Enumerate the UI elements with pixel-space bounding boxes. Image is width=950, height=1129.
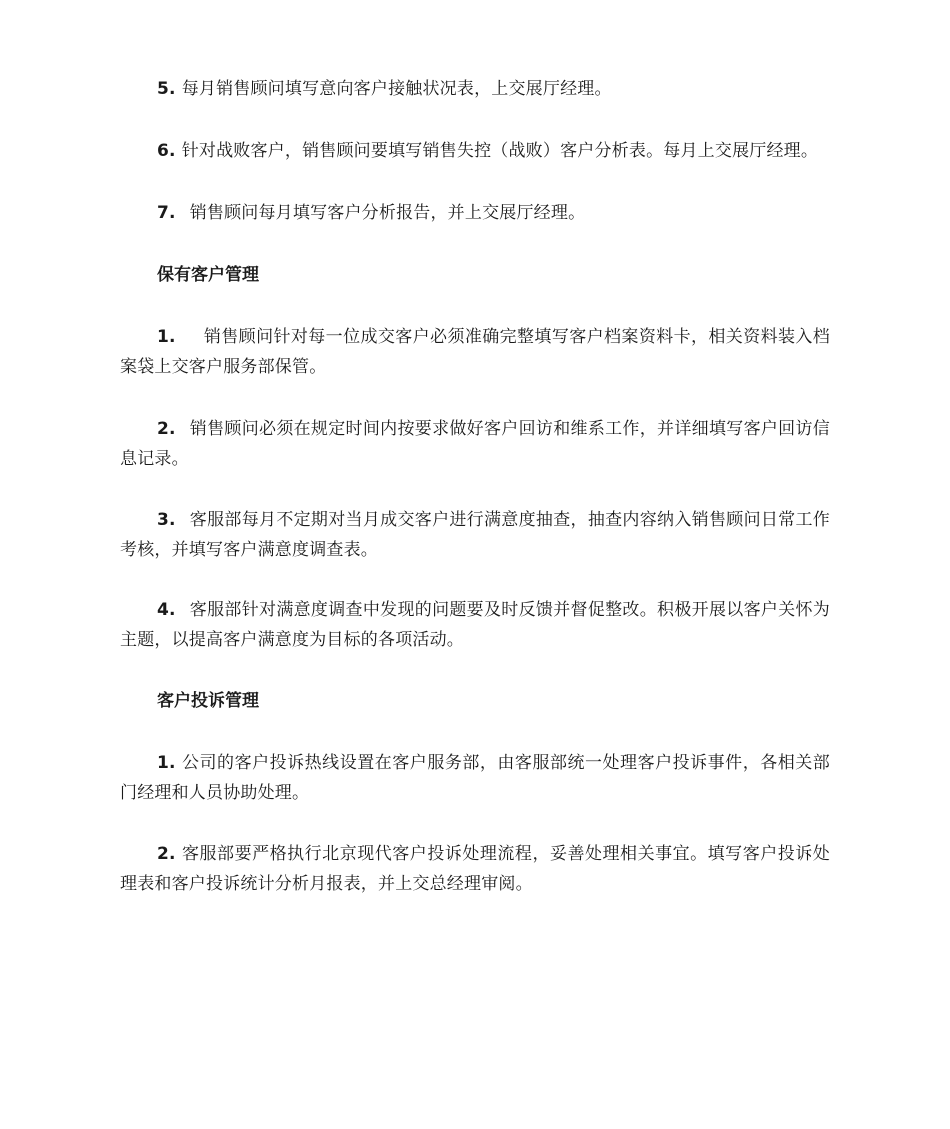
list-item [120, 322, 830, 382]
section-heading: 保有客户管理 [157, 265, 259, 285]
list-item [120, 748, 830, 808]
item-text: 针对战败客户，销售顾问要填写销售失控（战败）客户分析表。每月上交展厅经理。 [181, 141, 819, 161]
list-item [120, 198, 830, 228]
item-number: 7. [157, 203, 176, 223]
item-text: 客服部每月不定期对当月成交客户进行满意度抽查，抽查内容纳入销售顾问日常工作考核，并填写客户满意度调查表。 [120, 510, 830, 560]
list-item [120, 414, 830, 474]
item-number: 1. [157, 327, 176, 347]
list-item [120, 839, 830, 899]
section-heading: 客户投诉管理 [157, 691, 259, 711]
list-item [120, 505, 830, 565]
list-item [120, 136, 830, 166]
item-number: 6. [157, 141, 176, 161]
item-number: 1. [157, 753, 176, 773]
item-text: 销售顾问必须在规定时间内按要求做好客户回访和维系工作，并详细填写客户回访信息记录。 [120, 419, 830, 469]
list-item [120, 74, 830, 104]
item-number: 2. [157, 844, 176, 864]
item-number: 3. [157, 510, 176, 530]
item-number: 2. [157, 419, 176, 439]
item-text: 每月销售顾问填写意向客户接触状况表，上交展厅经理。 [181, 79, 612, 99]
list-item [120, 595, 830, 655]
item-number: 5. [157, 79, 176, 99]
item-number: 4. [157, 600, 176, 620]
item-text: 销售顾问每月填写客户分析报告，并上交展厅经理。 [189, 203, 586, 223]
item-text: 客服部针对满意度调查中发现的问题要及时反馈并督促整改。积极开展以客户关怀为主题，以提高客户满意度为目标的各项活动。 [120, 600, 830, 650]
item-text: 客服部要严格执行北京现代客户投诉处理流程，妥善处理相关事宜。填写客户投诉处理表和客户投诉统计分析月报表，并上交总经理审阅。 [120, 844, 830, 894]
item-text: 销售顾问针对每一位成交客户必须准确完整填写客户档案资料卡，相关资料装入档案袋上交客户服务部保管。 [120, 327, 830, 377]
item-text: 公司的客户投诉热线设置在客户服务部，由客服部统一处理客户投诉事件，各相关部门经理和人员协助处理。 [120, 753, 830, 803]
